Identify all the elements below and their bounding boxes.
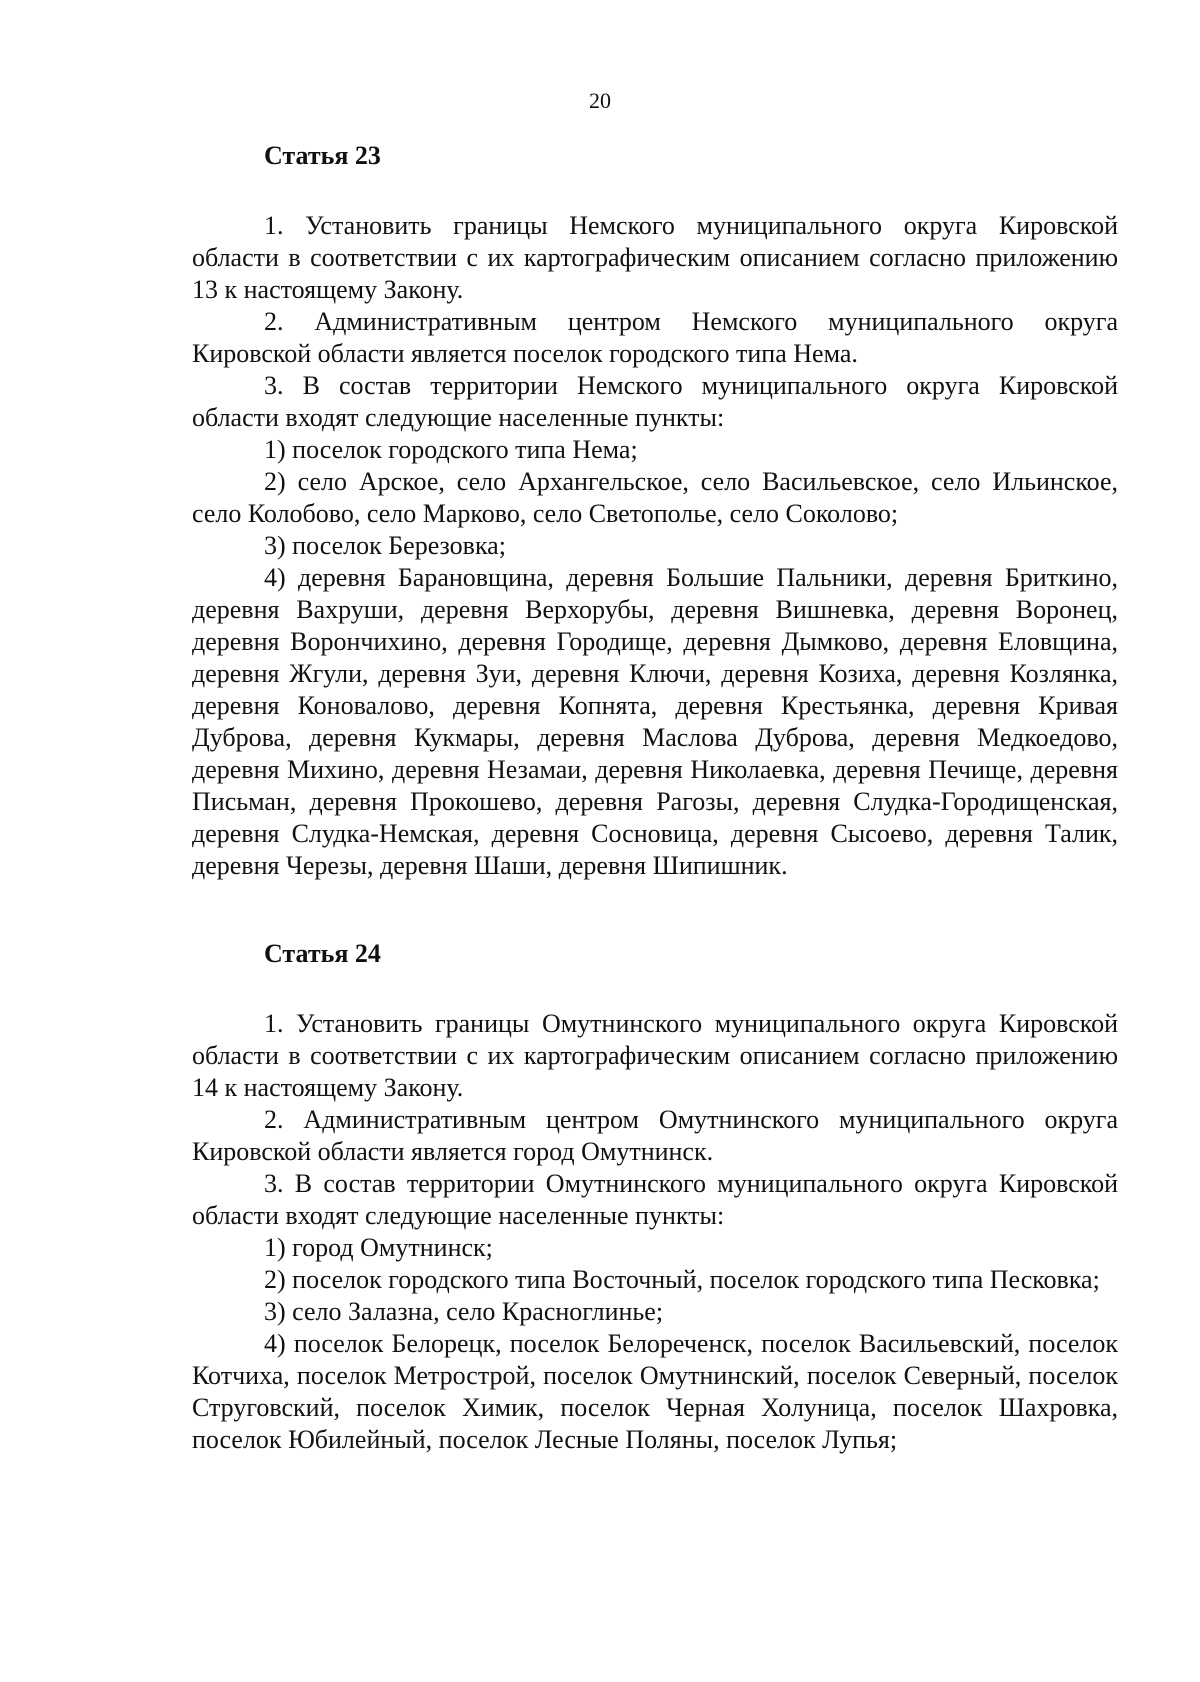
paragraph: 1. Установить границы Немского муниципального округа Кировской области в соответствии с их картографическим описанием согласно приложению 13 к настоящему Закону.: [192, 211, 1118, 304]
paragraph: 2. Административным центром Омутнинского муниципального округа Кировской области является город Омутнинск.: [192, 1105, 1118, 1166]
list-item: 4) поселок Белорецк, поселок Белореченск, поселок Васильевский, поселок Котчиха, поселок Метрострой, поселок Омутнинский, поселок Северный, поселок Струговский, поселок Химик, поселок Черная Холуница, поселок Шахровка, поселок Юбилейный, поселок Лесные Поляны, поселок Лупья;: [192, 1329, 1118, 1454]
list-item: 3) село Залазна, село Красноглинье;: [264, 1297, 664, 1326]
page-number: 20: [589, 88, 611, 113]
paragraph: 1. Установить границы Омутнинского муниципального округа Кировской области в соответствии с их картографическим описанием согласно приложению 14 к настоящему Закону.: [192, 1009, 1118, 1102]
list-item: 3) поселок Березовка;: [264, 531, 506, 560]
paragraph: 3. В состав территории Омутнинского муниципального округа Кировской области входят следующие населенные пункты:: [192, 1169, 1118, 1230]
article-24: [192, 938, 1118, 1456]
list-item: 4) деревня Барановщина, деревня Большие Пальники, деревня Бриткино, деревня Вахруши, деревня Верхорубы, деревня Вишневка, деревня Воронец, деревня Ворончихино, деревня Городище, деревня Дымково, деревня Еловщина, деревня Жгули, деревня Зуи, деревня Ключи, деревня Козиха, деревня Козлянка, деревня Коновалово, деревня Копнята, деревня Крестьянка, деревня Кривая Дуброва, деревня Кукмары, деревня Маслова Дуброва, деревня Медкоедово, деревня Михино, деревня Незамаи, деревня Николаевка, деревня Печище, деревня Письман, деревня Прокошево, деревня Рагозы, деревня Слудка-Городищенская, деревня Слудка-Немская, деревня Сосновица, деревня Сысоево, деревня Талик, деревня Черезы, деревня Шаши, деревня Шипишник.: [192, 563, 1118, 880]
list-item: 1) поселок городского типа Нема;: [264, 435, 638, 464]
list-item: 2) поселок городского типа Восточный, поселок городского типа Песковка;: [264, 1265, 1100, 1294]
spacer: [192, 970, 1118, 1008]
article-23: [192, 140, 1118, 882]
list-item: 2) село Арское, село Архангельское, село Васильевское, село Ильинское, село Колобово, село Марково, село Светополье, село Соколово;: [192, 467, 1118, 528]
list-item: 1) город Омутнинск;: [264, 1233, 493, 1262]
paragraph: 3. В состав территории Немского муниципального округа Кировской области входят следующие населенные пункты:: [192, 371, 1118, 432]
spacer: [192, 172, 1118, 210]
paragraph: 2. Административным центром Немского муниципального округа Кировской области является поселок городского типа Нема.: [192, 307, 1118, 368]
article-title: Статья 24: [264, 939, 381, 968]
article-title: Статья 23: [264, 141, 381, 170]
